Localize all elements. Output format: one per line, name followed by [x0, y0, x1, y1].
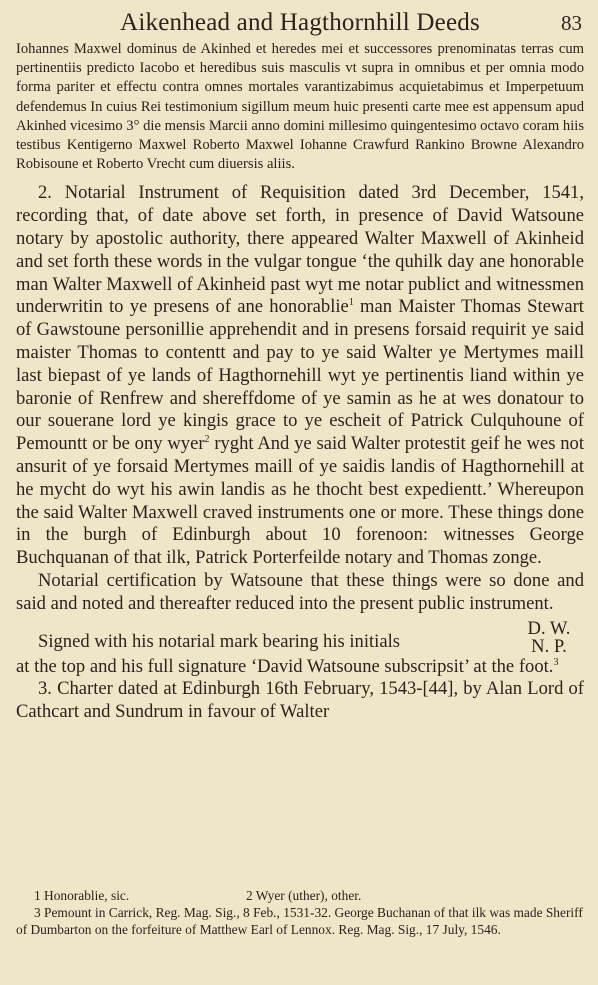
paragraph-2-text-c: ryght And ye said Walter protestit geif he wes not ansurit of ye forsaid Mertymes maill of ye saidis landis of Hagthornehill at he mycht do wyt his awin landis as he thocht best expedientt.’ Whereupon the said Walter Maxwell craved instruments one or more. These things done in the burgh of Edinburgh about 10 forenoon: witnesses George Buchquanan of that ilk, Patrick Porterfeilde notary and Thomas zonge.: [16, 433, 584, 569]
initials-top: D. W.: [527, 617, 571, 639]
footnotes: [16, 887, 584, 938]
paragraph-3: 3. Charter dated at Edinburgh 16th February, 1543-[44], by Alan Lord of Cathcart and Sundrum in favour of Walter: [16, 678, 584, 723]
paragraph-2: [16, 182, 584, 570]
notarial-initials: [514, 617, 584, 657]
initials-bottom: N. P.: [531, 635, 567, 657]
signed-text: Signed with his notarial mark bearing his initials: [38, 630, 401, 652]
page-number: 83: [561, 11, 582, 35]
paragraph-notarial: Notarial certification by Watsoune that these things were so done and said and noted and thereafter reduced into the present public instrument.: [16, 569, 584, 614]
footnote-1: 1 Honorablie, sic.: [34, 888, 130, 903]
footnote-ref-3[interactable]: 3: [553, 656, 559, 668]
paragraph-2-text-a: 2. Notarial Instrument of Requisition dated 3rd December, 1541, recording that, of date above set forth, in presence of David Watsoune notary by apostolic authority, there appeared Walter Maxwell of Akinheid and set forth these words in the vulgar tongue ‘the quhilk day ane honorable man Walter Maxwell of Akinheid past wyt me notar publict and witnessmen underwritin to ye presens of ane honorablie: [16, 182, 584, 318]
running-header: [16, 6, 584, 40]
signed-rest: [16, 656, 584, 679]
paragraph-2-text-b: man Maister Thomas Stewart of Gawstoune personillie apprehendit and in presens forsaid requirit ye said maister Thomas to contentt and pay to ye said Walter ye Mertymes maill last biepast of ye lands of Hagthornehill wyt ye pertinentis liand within ye baronie of Renfrew and shereffdome of ye samin as he at wes donatour to our souerane lord ye kingis grace to ye escheit of Patrick Culquhoune of Pemountt or be ony wyer: [16, 296, 584, 455]
signed-line: [16, 617, 584, 657]
signed-rest-text: at the top and his full signature ‘David Watsoune subscripsit’ at the foot.: [16, 655, 554, 677]
page-title: Aikenhead and Hagthornhill Deeds: [120, 9, 480, 36]
latin-charter-text: Iohannes Maxwel dominus de Akinhed et heredes mei et successores prenominatas terras cum pertinentiis predicto Iacobo et heredibus suis masculis vt supra in omnibus et per omnia modo forma pariter et effectu contra omnes mortales varantizabimus acquietabimus et Imperpetuum defendemus In cuius Rei testimonium sigillum meum huic presenti carte mee est appensum apud Akinhed vicesimo 3° die mensis Marcii anno domini millesimo quingentesimo octavo coram hiis testibus Kentigerno Maxwel Roberto Maxwel Iohanne Crawfurd Rankino Browne Alexandro Robisoune et Roberto Vrecht cum diuersis aliis.: [16, 41, 584, 173]
footnote-3: 3 Pemount in Carrick, Reg. Mag. Sig., 8 Feb., 1531-32. George Buchanan of that ilk was made Sheriff of Dumbarton on the forfeiture of Matthew Earl of Lennox. Reg. Mag. Sig., 17 July, 1546.: [16, 905, 583, 937]
footnote-ref-1[interactable]: 1: [348, 297, 354, 309]
footnote-ref-2[interactable]: 2: [204, 434, 210, 445]
footnote-2: 2 Wyer (uther), other.: [246, 888, 362, 903]
